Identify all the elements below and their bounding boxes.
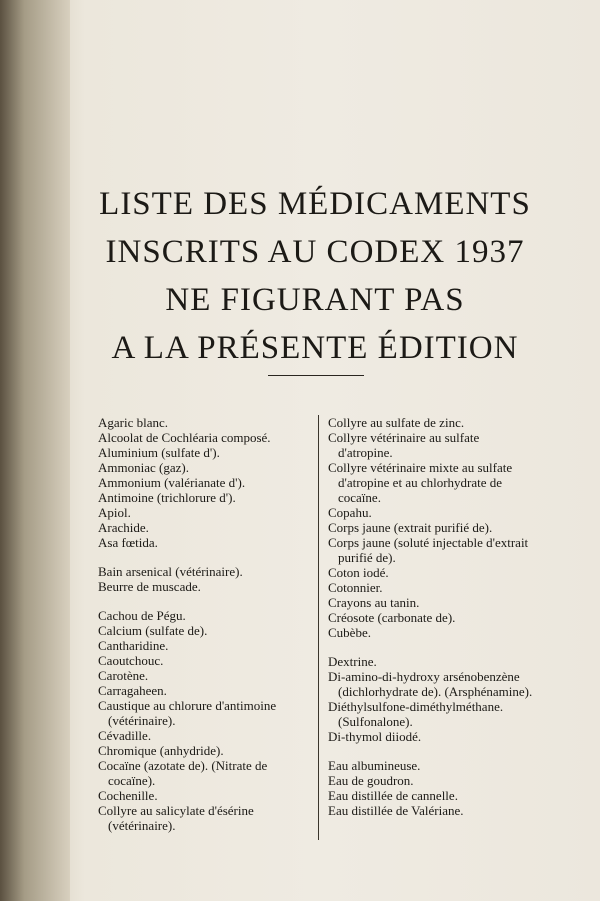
list-item: Corps jaune (extrait purifié de). bbox=[328, 520, 493, 535]
list-item: Di-thymol diiodé. bbox=[328, 729, 422, 744]
list-item: Collyre au sulfate de zinc. bbox=[328, 415, 465, 430]
page-title bbox=[95, 180, 535, 372]
title-line-1: LISTE DES MÉDICAMENTS bbox=[99, 186, 531, 222]
list-item: Cantharidine. bbox=[98, 638, 169, 653]
list-item: Cocaïne (azotate de). (Nitrate de cocaïne). bbox=[98, 758, 268, 788]
book-gutter bbox=[0, 0, 70, 901]
list-item: Apiol. bbox=[98, 505, 131, 520]
list-item: Eau de goudron. bbox=[328, 773, 414, 788]
column-divider bbox=[318, 415, 319, 840]
list-item: Carragaheen. bbox=[98, 683, 167, 698]
list-item: Eau distillée de cannelle. bbox=[328, 788, 458, 803]
right-column bbox=[328, 415, 534, 818]
list-item: Collyre vétérinaire mixte au sulfate d'atropine et au chlorhydrate de cocaïne. bbox=[328, 460, 513, 505]
group-spacer bbox=[98, 594, 312, 608]
list-item: Diéthylsulfone-diméthylméthane. (Sulfonalone). bbox=[328, 699, 504, 729]
list-item: Calcium (sulfate de). bbox=[98, 623, 208, 638]
list-item: Caoutchouc. bbox=[98, 653, 164, 668]
list-item: Di-amino-di-hydroxy arsénobenzène (dichlorhydrate de). (Arsphénamine). bbox=[328, 669, 533, 699]
list-item: Cévadille. bbox=[98, 728, 152, 743]
list-item: Copahu. bbox=[328, 505, 372, 520]
list-item: Aluminium (sulfate d'). bbox=[98, 445, 220, 460]
list-item: Créosote (carbonate de). bbox=[328, 610, 456, 625]
list-item: Ammoniac (gaz). bbox=[98, 460, 189, 475]
title-divider bbox=[268, 375, 364, 376]
list-item: Eau albumineuse. bbox=[328, 758, 421, 773]
list-item: Crayons au tanin. bbox=[328, 595, 420, 610]
list-item: Alcoolat de Cochléaria composé. bbox=[98, 430, 271, 445]
list-item: Chromique (anhydride). bbox=[98, 743, 224, 758]
list-item: Eau distillée de Valériane. bbox=[328, 803, 464, 818]
list-item: Caustique au chlorure d'antimoine (vétérinaire). bbox=[98, 698, 277, 728]
title-line-4: A LA PRÉSENTE ÉDITION bbox=[111, 330, 519, 366]
list-item: Dextrine. bbox=[328, 654, 377, 669]
list-item: Ammonium (valérianate d'). bbox=[98, 475, 246, 490]
list-item: Coton iodé. bbox=[328, 565, 389, 580]
list-item: Asa fœtida. bbox=[98, 535, 158, 550]
group-spacer bbox=[328, 640, 534, 654]
list-item: Cachou de Pégu. bbox=[98, 608, 186, 623]
list-item: Carotène. bbox=[98, 668, 149, 683]
title-line-2: INSCRITS AU CODEX 1937 bbox=[105, 234, 525, 270]
title-line-3: NE FIGURANT PAS bbox=[165, 282, 465, 318]
left-column bbox=[98, 415, 312, 833]
list-item: Cubèbe. bbox=[328, 625, 371, 640]
group-spacer bbox=[328, 744, 534, 758]
list-item: Cochenille. bbox=[98, 788, 158, 803]
list-item: Collyre vétérinaire au sulfate d'atropine. bbox=[328, 430, 480, 460]
list-item: Agaric blanc. bbox=[98, 415, 169, 430]
list-item: Corps jaune (soluté injectable d'extrait purifié de). bbox=[328, 535, 529, 565]
list-item: Arachide. bbox=[98, 520, 149, 535]
list-item: Beurre de muscade. bbox=[98, 579, 201, 594]
list-item: Cotonnier. bbox=[328, 580, 383, 595]
list-item: Antimoine (trichlorure d'). bbox=[98, 490, 236, 505]
list-item: Collyre au salicylate d'ésérine (vétérinaire). bbox=[98, 803, 254, 833]
list-item: Bain arsenical (vétérinaire). bbox=[98, 564, 243, 579]
group-spacer bbox=[98, 550, 312, 564]
